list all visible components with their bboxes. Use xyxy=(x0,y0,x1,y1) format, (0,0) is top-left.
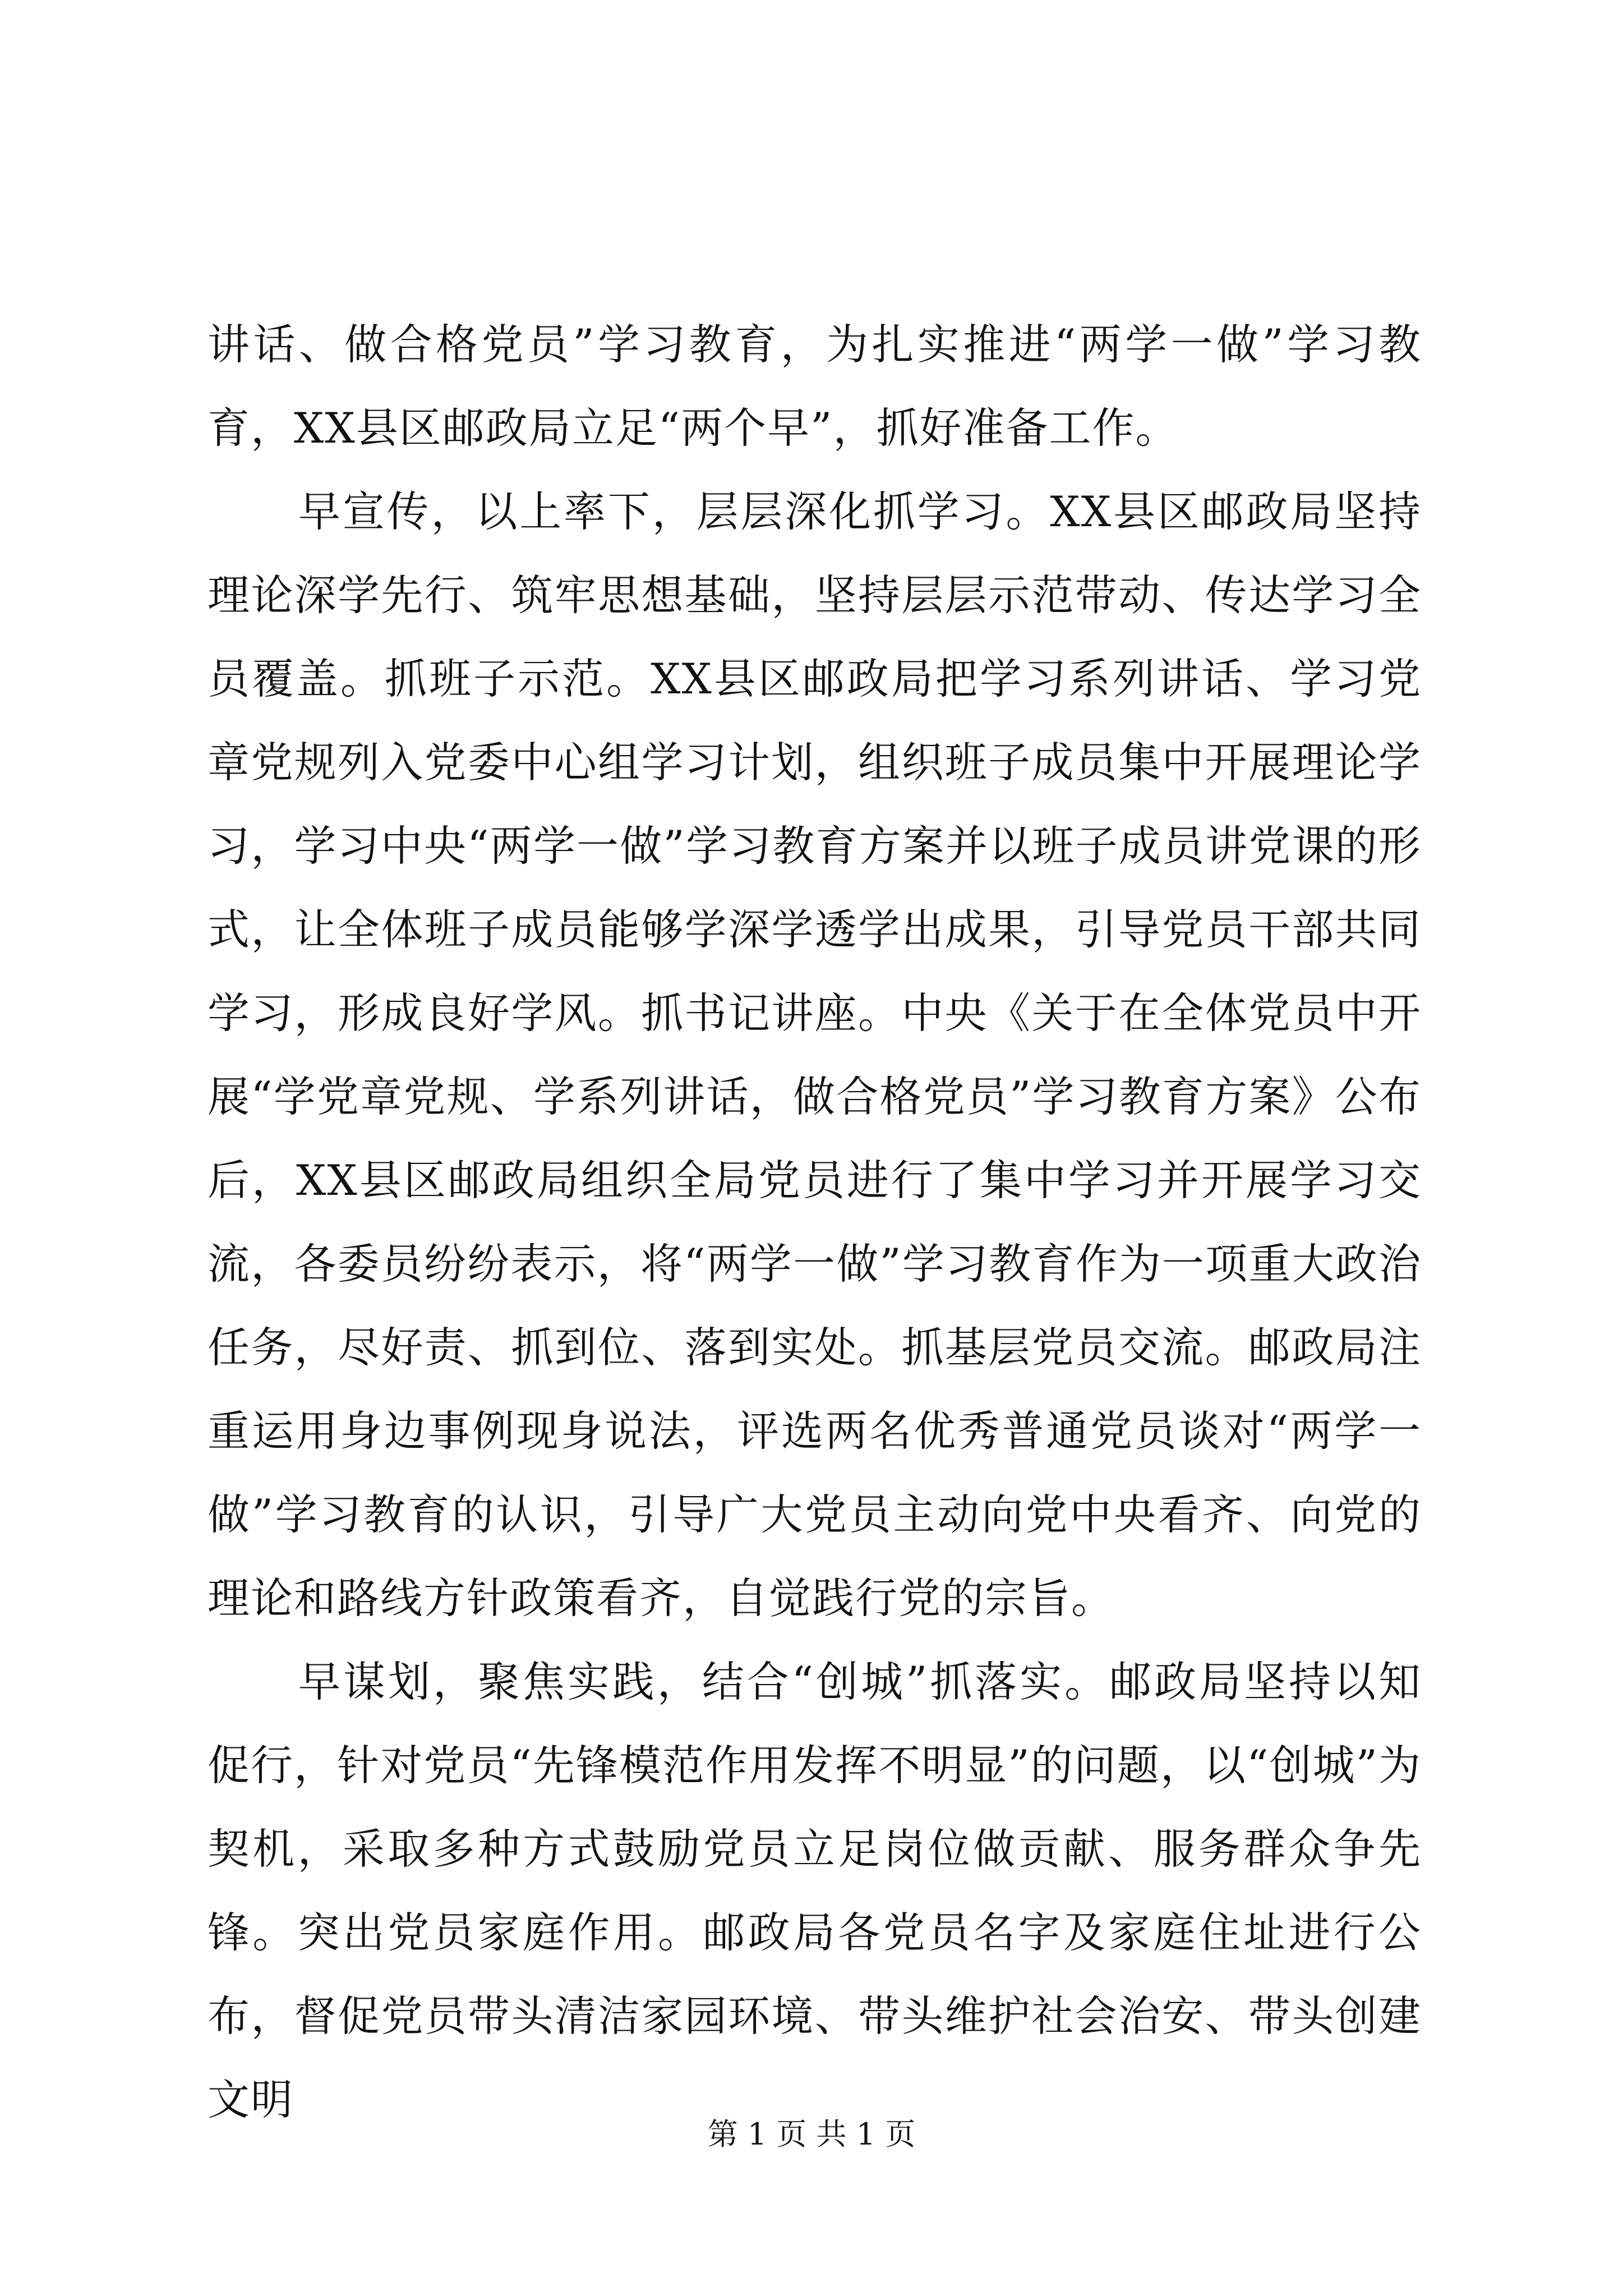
page-footer: 第 1 页 共 1 页 xyxy=(707,2116,916,2152)
paragraph-1: 讲话、做合格党员”学习教育，为扎实推进“两学一做”学习教育，XX县区邮政局立足“两个早”，抓好准备工作。 xyxy=(208,320,1422,453)
document-body xyxy=(208,303,1422,2142)
paragraph-2: 早宣传，以上率下，层层深化抓学习。XX县区邮政局坚持理论深学先行、筑牢思想基础，坚持层层示范带动、传达学习全员覆盖。抓班子示范。XX县区邮政局把学习系列讲话、学习党章党规列入党委中心组学习计划，组织班子成员集中开展理论学习，学习中央“两学一做”学习教育方案并以班子成员讲党课的形式，让全体班子成员能够学深学透学出成果，引导党员干部共同学习，形成良好学风。抓书记讲座。中央《关于在全体党员中开展“学党章党规、学系列讲话，做合格党员”学习教育方案》公布后，XX县区邮政局组织全局党员进行了集中学习并开展学习交流，各委员纷纷表示，将“两学一做”学习教育作为一项重大政治任务，尽好责、抓到位、落到实处。抓基层党员交流。邮政局注重运用身边事例现身说法，评选两名优秀普通党员谈对“两学一做”学习教育的认识，引导广大党员主动向党中央看齐、向党的理论和路线方针政策看齐，自觉践行党的宗旨。 xyxy=(208,487,1422,1623)
paragraph-3: 早谋划，聚焦实践，结合“创城”抓落实。邮政局坚持以知促行，针对党员“先锋模范作用发挥不明显”的问题，以“创城”为契机，采取多种方式鼓励党员立足岗位做贡献、服务群众争先锋。突出党员家庭作用。邮政局各党员名字及家庭住址进行公布，督促党员带头清洁家园环境、带头维护社会治安、带头创建文明 xyxy=(208,1657,1422,2124)
